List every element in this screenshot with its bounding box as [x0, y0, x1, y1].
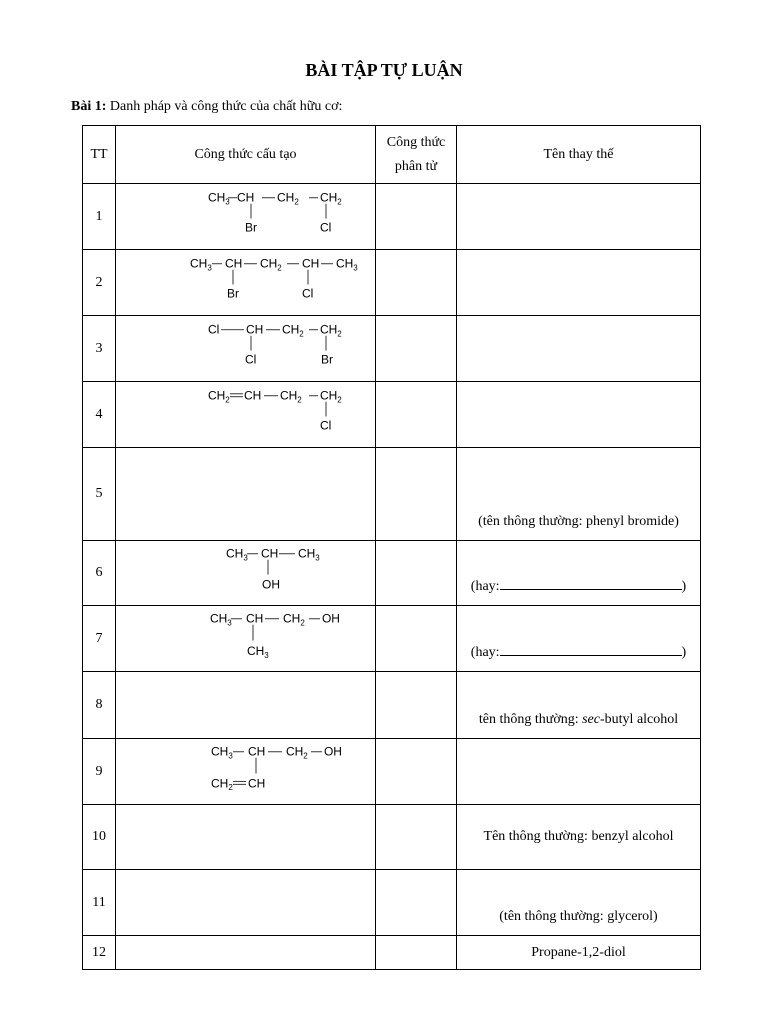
row-number: 8 [83, 672, 116, 739]
structure-cell [116, 739, 376, 805]
common-name: (tên thông thường: phenyl bromide) [478, 514, 679, 529]
name-cell [457, 250, 701, 316]
svg-text:Br: Br [227, 286, 239, 301]
svg-text:CH3: $CH_3$ [208, 190, 230, 207]
svg-text:CH: CH [246, 322, 264, 337]
common-name: (tên thông thường: glycerol) [499, 909, 658, 924]
structure-cell [116, 541, 376, 606]
row-number: 2 [83, 250, 116, 316]
structural-formula-4 [116, 382, 375, 447]
svg-text:CH: CH [248, 776, 266, 791]
svg-text:CH2: $CH_2$ [286, 744, 308, 761]
table-row [83, 382, 701, 448]
svg-text:CH2: $CH_2$ [283, 611, 305, 628]
alt-name-line [457, 641, 700, 661]
molecular-cell [376, 541, 457, 606]
common-name-prefix: tên thông thường: [478, 712, 583, 727]
svg-text:CH3: $CH_3$ [298, 546, 320, 563]
svg-text:CH: CH [237, 190, 255, 205]
svg-text:CH2: $CH_2$ [282, 322, 304, 339]
table-row [83, 805, 701, 870]
structure-cell [116, 184, 376, 250]
page-title: BÀI TẬP TỰ LUẬN [305, 60, 463, 80]
alt-name-prefix: (hay: [470, 645, 500, 660]
svg-text:CH: CH [248, 744, 266, 759]
table-row [83, 672, 701, 739]
header-tt: TT [83, 126, 116, 184]
exercise-intro [71, 99, 342, 115]
svg-text:Cl: Cl [302, 286, 314, 301]
structure-cell [116, 870, 376, 936]
svg-text:CH3: $CH_3$ [226, 546, 248, 563]
header-structure: Công thức cấu tạo [116, 126, 376, 184]
exercise-text: Danh pháp và công thức của chất hữu cơ: [109, 99, 343, 114]
structure-cell [116, 606, 376, 672]
name-cell [457, 606, 701, 672]
name-cell [457, 382, 701, 448]
structural-formula-3 [116, 316, 375, 381]
svg-text:CH: CH [246, 611, 264, 626]
molecular-cell [376, 936, 457, 970]
svg-text:Br: Br [321, 352, 333, 367]
name-cell [457, 870, 701, 936]
table-row [83, 541, 701, 606]
row-number: 1 [83, 184, 116, 250]
answer-blank[interactable] [500, 641, 682, 656]
svg-text:CH3: $CH_3$ [336, 256, 358, 273]
row-number: 5 [83, 448, 116, 541]
table-row [83, 606, 701, 672]
alt-name-suffix: ) [681, 645, 687, 660]
common-name-italic: sec [582, 712, 600, 727]
svg-text:Cl: Cl [245, 352, 257, 367]
molecular-cell [376, 805, 457, 870]
structure-cell [116, 448, 376, 541]
name-cell [457, 739, 701, 805]
structural-formula-1 [116, 184, 375, 249]
common-name: Tên thông thường: benzyl alcohol [457, 805, 701, 870]
svg-text:CH2: $CH_2$ [280, 388, 302, 405]
row-number: 3 [83, 316, 116, 382]
structural-formula-2 [116, 250, 375, 315]
svg-text:CH2: $CH_2$ [211, 776, 233, 793]
exercise-table [82, 125, 701, 970]
name-cell [457, 184, 701, 250]
svg-text:CH2: $CH_2$ [277, 190, 299, 207]
svg-text:OH: OH [322, 611, 340, 626]
molecular-cell [376, 606, 457, 672]
svg-text:Br: Br [245, 220, 257, 235]
svg-text:CH3: $CH_3$ [211, 744, 233, 761]
table-row [83, 184, 701, 250]
row-number: 11 [83, 870, 116, 936]
svg-text:Cl: Cl [320, 418, 332, 433]
table-row [83, 316, 701, 382]
svg-text:OH: OH [324, 744, 342, 759]
row-number: 4 [83, 382, 116, 448]
name-cell [457, 448, 701, 541]
table-row [83, 448, 701, 541]
alt-name-line [457, 575, 700, 595]
svg-text:CH3: $CH_3$ [210, 611, 232, 628]
structure-cell [116, 382, 376, 448]
name-cell [457, 672, 701, 739]
molecular-cell [376, 739, 457, 805]
name-cell [457, 541, 701, 606]
structure-cell [116, 936, 376, 970]
header-molecular [376, 126, 457, 184]
alt-name-suffix: ) [681, 579, 687, 594]
structural-formula-6 [116, 541, 375, 605]
exercise-label: Bài 1: [71, 99, 107, 114]
table-header-row [83, 126, 701, 184]
structure-cell [116, 672, 376, 739]
row-number: 7 [83, 606, 116, 672]
structure-cell [116, 805, 376, 870]
svg-text:CH3: $CH_3$ [190, 256, 212, 273]
svg-text:CH2: $CH_2$ [320, 388, 342, 405]
svg-text:Cl: Cl [208, 322, 220, 337]
header-molecular-line2: phân tử [394, 158, 438, 174]
svg-text:CH2: $CH_2$ [320, 322, 342, 339]
row-number: 6 [83, 541, 116, 606]
structural-formula-7 [116, 606, 375, 671]
row-number: 9 [83, 739, 116, 805]
molecular-cell [376, 672, 457, 739]
molecular-cell [376, 316, 457, 382]
svg-text:OH: OH [262, 577, 280, 592]
svg-text:CH2: $CH_2$ [260, 256, 282, 273]
structural-formula-9 [116, 739, 375, 804]
substitutive-name: Propane-1,2-diol [457, 936, 701, 970]
svg-text:Cl: Cl [320, 220, 332, 235]
molecular-cell [376, 184, 457, 250]
table-row [83, 870, 701, 936]
header-name: Tên thay thế [457, 126, 701, 184]
row-number: 12 [83, 936, 116, 970]
molecular-cell [376, 448, 457, 541]
molecular-cell [376, 250, 457, 316]
common-name-suffix: -butyl alcohol [600, 712, 679, 727]
structure-cell [116, 250, 376, 316]
structure-cell [116, 316, 376, 382]
name-cell [457, 316, 701, 382]
molecular-cell [376, 870, 457, 936]
table-row [83, 250, 701, 316]
svg-text:CH3: $CH_3$ [247, 644, 269, 661]
svg-text:CH2: $CH_2$ [208, 388, 230, 405]
table-row [83, 936, 701, 970]
svg-text:CH: CH [302, 256, 320, 271]
svg-text:CH: CH [225, 256, 243, 271]
svg-text:CH2: $CH_2$ [320, 190, 342, 207]
answer-blank[interactable] [500, 575, 682, 590]
svg-text:CH: CH [261, 546, 279, 561]
row-number: 10 [83, 805, 116, 870]
alt-name-prefix: (hay: [470, 579, 500, 594]
header-molecular-line1: Công thức [386, 134, 446, 150]
svg-text:CH: CH [244, 388, 262, 403]
common-name [457, 712, 700, 728]
table-row [83, 739, 701, 805]
molecular-cell [376, 382, 457, 448]
